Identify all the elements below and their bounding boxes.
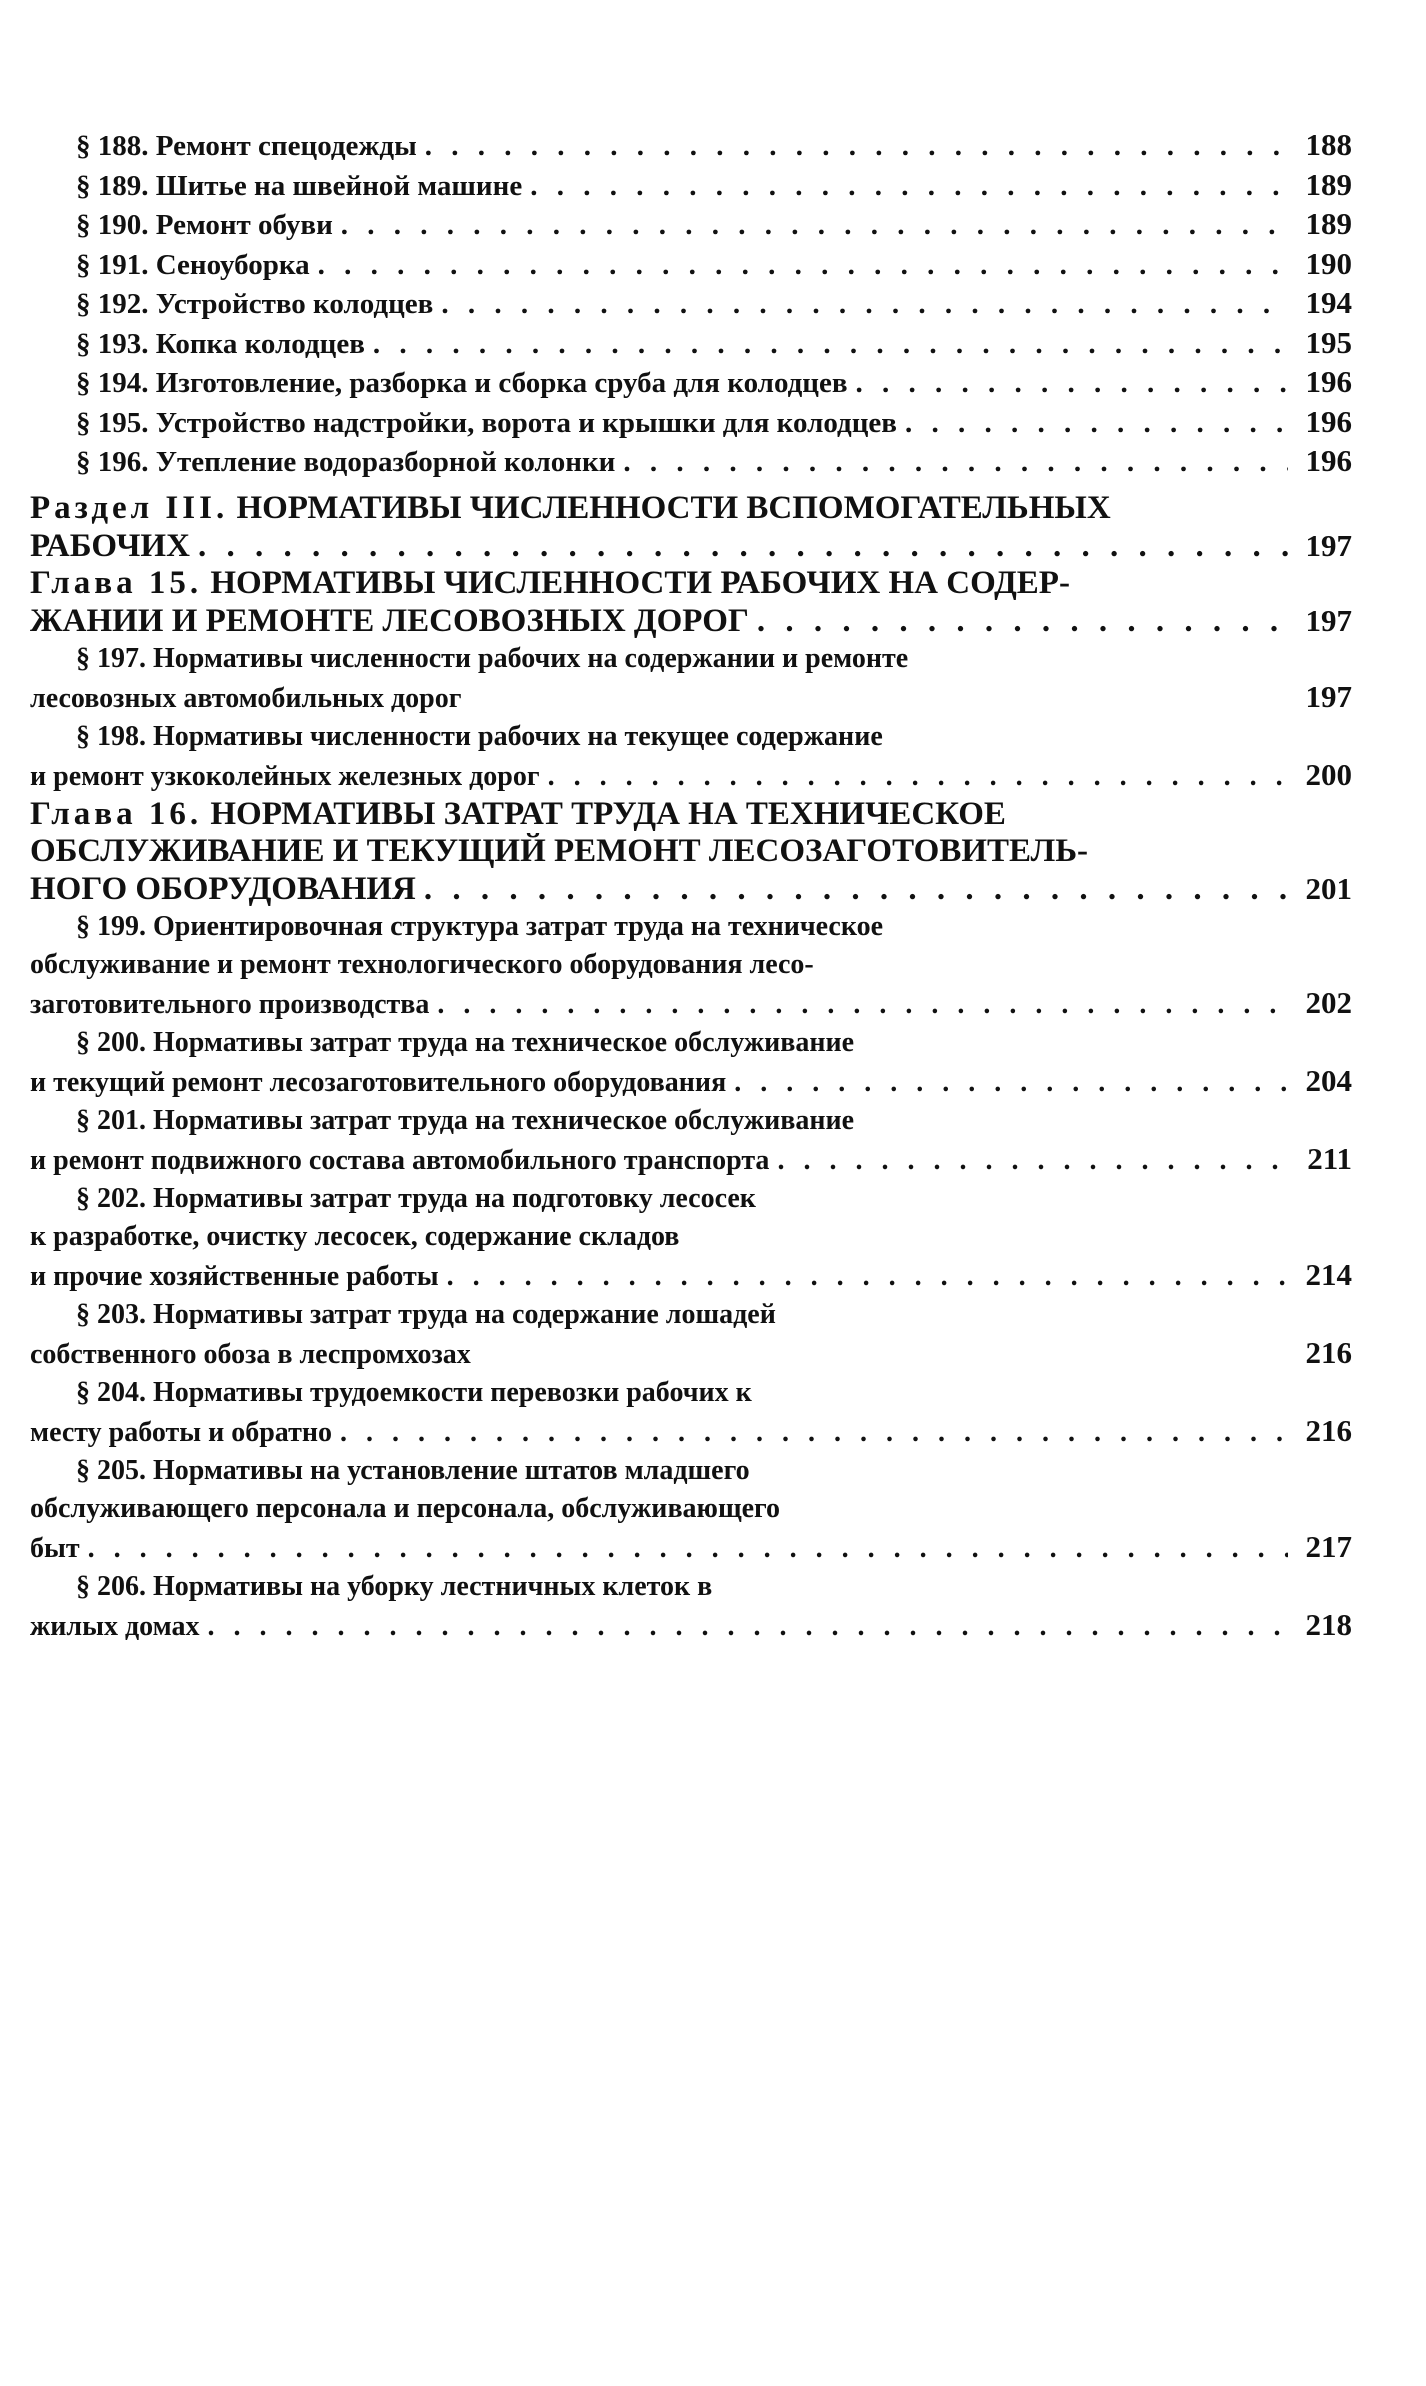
toc-entry-192 [30, 284, 1352, 324]
toc-entry-193 [30, 324, 1352, 364]
entry-title-cont: жилых домах [30, 1610, 200, 1642]
toc-line [30, 1452, 1352, 1490]
toc-entry-200 [30, 1024, 1352, 1102]
entry-title: § 191. Сеноуборка [76, 248, 310, 281]
toc-line [30, 1024, 1352, 1062]
leader-dots [437, 986, 1288, 1024]
page-number: 216 [1305, 1412, 1352, 1448]
entry-title-cont: обслуживание и ремонт технологического оборудования лесо- [30, 948, 814, 980]
entry-title: § 203. Нормативы затрат труда на содержание лошадей [76, 1298, 776, 1330]
entry-title-cont: быт [30, 1532, 80, 1564]
toc-entry-189 [30, 166, 1352, 206]
leader-dots [777, 1142, 1288, 1180]
leader-dots [424, 871, 1288, 908]
toc-line [30, 284, 1352, 324]
page-number: 190 [1305, 245, 1352, 281]
leader-dots [318, 246, 1288, 285]
toc-line [30, 527, 1352, 565]
entry-title-cont: месту работы и обратно [30, 1416, 332, 1448]
page-number: 196 [1305, 443, 1352, 478]
leader-dots [341, 206, 1288, 245]
entry-title-cont: собственного обоза в леспромхозах [30, 1338, 471, 1370]
toc-entry-196 [30, 442, 1352, 482]
leader-dots [530, 167, 1288, 206]
leader-dots [905, 404, 1288, 443]
toc-line [30, 984, 1352, 1024]
toc-line [30, 1140, 1352, 1180]
toc-line [30, 946, 1352, 984]
toc-line [30, 1490, 1352, 1528]
toc-line [30, 1218, 1352, 1256]
toc-line [30, 833, 1352, 870]
page-number: 200 [1305, 756, 1352, 792]
leader-dots [623, 443, 1288, 482]
toc-line [30, 678, 1352, 718]
page-number: 197 [1305, 678, 1352, 714]
toc-line [30, 796, 1352, 833]
toc-glava-16 [30, 796, 1352, 908]
toc-entry-194 [30, 363, 1352, 403]
toc-line [30, 1296, 1352, 1334]
toc-line [30, 602, 1352, 640]
toc-entry-206 [30, 1568, 1352, 1646]
leader-dots [548, 758, 1288, 796]
toc-line [30, 718, 1352, 756]
toc-line [30, 442, 1352, 482]
glava-title-line-1: НОРМАТИВЫ ЗАТРАТ ТРУДА НА ТЕХНИЧЕСКОЕ [210, 795, 1006, 832]
toc-line [30, 1334, 1352, 1374]
page-number: 196 [1305, 364, 1352, 399]
leader-dots [734, 1064, 1288, 1102]
page-number: 196 [1305, 403, 1352, 439]
toc-line [30, 1062, 1352, 1102]
toc-entry-199 [30, 908, 1352, 1024]
toc-line [30, 1528, 1352, 1568]
entry-title: § 202. Нормативы затрат труда на подготовку лесосек [76, 1182, 756, 1214]
toc-line [30, 205, 1352, 245]
toc-line [30, 870, 1352, 908]
entry-title-cont: к разработке, очистку лесосек, содержание складов [30, 1220, 680, 1252]
toc-entry-195 [30, 403, 1352, 443]
glava-prefix: Глава 15. [30, 564, 203, 601]
toc-line [30, 166, 1352, 206]
entry-title: § 193. Копка колодцев [76, 327, 365, 360]
toc-line [30, 126, 1352, 166]
toc-entry-204 [30, 1374, 1352, 1452]
toc-line [30, 1568, 1352, 1606]
entry-title: § 192. Устройство колодцев [76, 288, 434, 320]
leader-dots [208, 1608, 1288, 1646]
toc-entry-201 [30, 1102, 1352, 1180]
page-number: 195 [1305, 324, 1352, 360]
toc-entry-198 [30, 718, 1352, 796]
entry-title: § 204. Нормативы трудоемкости перевозки рабочих к [76, 1376, 752, 1408]
page-number: 189 [1305, 206, 1352, 241]
entry-title: § 201. Нормативы затрат труда на техническое обслуживание [76, 1104, 855, 1136]
leader-dots [757, 603, 1288, 640]
toc-line [30, 324, 1352, 364]
razdel-prefix: Раздел III. [30, 489, 229, 526]
toc-line [30, 245, 1352, 285]
toc-entry-197 [30, 640, 1352, 718]
toc-line [30, 1374, 1352, 1412]
page-number: 201 [1305, 870, 1352, 906]
page-number: 214 [1305, 1256, 1352, 1292]
toc-entry-203 [30, 1296, 1352, 1374]
toc-entry-205 [30, 1452, 1352, 1568]
toc-line [30, 565, 1352, 602]
leader-dots [340, 1414, 1288, 1452]
toc-line [30, 1412, 1352, 1452]
toc-line [30, 403, 1352, 443]
toc-razdel-3 [30, 490, 1352, 565]
toc-line [30, 640, 1352, 678]
page-number: 194 [1305, 285, 1352, 320]
toc-glava-15 [30, 565, 1352, 640]
table-of-contents [30, 126, 1352, 1646]
entry-title: § 200. Нормативы затрат труда на техническое обслуживание [76, 1026, 855, 1058]
entry-title-cont: и ремонт узкоколейных железных дорог [30, 760, 540, 792]
entry-title-cont: и ремонт подвижного состава автомобильного транспорта [30, 1144, 770, 1176]
entry-title-cont: заготовительного производства [30, 988, 430, 1020]
glava-title-line-2: ОБСЛУЖИВАНИЕ И ТЕКУЩИЙ РЕМОНТ ЛЕСОЗАГОТОВИТЕЛЬ- [30, 832, 1088, 869]
page-number: 188 [1305, 127, 1352, 162]
leader-dots [198, 528, 1288, 565]
entry-title: § 190. Ремонт обуви [76, 209, 333, 241]
entry-title: § 189. Шитье на швейной машине [76, 169, 523, 202]
entry-title: § 205. Нормативы на установление штатов младшего [76, 1454, 750, 1486]
page-number: 216 [1305, 1334, 1352, 1370]
leader-dots [856, 364, 1288, 403]
page-number: 197 [1305, 602, 1352, 638]
toc-entry-202 [30, 1180, 1352, 1296]
glava-title-line-1: НОРМАТИВЫ ЧИСЛЕННОСТИ РАБОЧИХ НА СОДЕР- [210, 564, 1070, 601]
page-number: 204 [1305, 1062, 1352, 1098]
toc-line [30, 1606, 1352, 1646]
page-number: 197 [1305, 527, 1352, 563]
toc-entry-188 [30, 126, 1352, 166]
entry-title: § 198. Нормативы численности рабочих на текущее содержание [76, 720, 883, 752]
toc-line [30, 363, 1352, 403]
leader-dots [447, 1258, 1288, 1296]
entry-title: § 196. Утепление водоразборной колонки [76, 446, 616, 478]
entry-title: § 188. Ремонт спецодежды [76, 130, 417, 162]
glava-prefix: Глава 16. [30, 795, 203, 832]
toc-entry-191 [30, 245, 1352, 285]
glava-title-line-2: ЖАНИИ И РЕМОНТЕ ЛЕСОВОЗНЫХ ДОРОГ [30, 602, 749, 639]
toc-entry-190 [30, 205, 1352, 245]
entry-title-cont: и текущий ремонт лесозаготовительного оборудования [30, 1066, 727, 1098]
entry-title: § 194. Изготовление, разборка и сборка сруба для колодцев [76, 367, 848, 399]
toc-line [30, 490, 1352, 527]
entry-title-cont: обслуживающего персонала и персонала, обслуживающего [30, 1492, 781, 1524]
page-number: 218 [1305, 1606, 1352, 1642]
leader-dots [425, 127, 1288, 166]
page-number: 202 [1305, 984, 1352, 1020]
razdel-title-line-1: НОРМАТИВЫ ЧИСЛЕННОСТИ ВСПОМОГАТЕЛЬНЫХ [236, 489, 1111, 526]
entry-title: § 199. Ориентировочная структура затрат труда на техническое [76, 910, 884, 942]
toc-line [30, 1102, 1352, 1140]
leader-dots [88, 1530, 1288, 1568]
entry-title: § 195. Устройство надстройки, ворота и крышки для колодцев [76, 406, 897, 439]
entry-title-cont: и прочие хозяйственные работы [30, 1260, 439, 1292]
toc-line [30, 1256, 1352, 1296]
toc-line [30, 908, 1352, 946]
leader-dots [441, 285, 1288, 324]
entry-title: § 206. Нормативы на уборку лестничных клеток в [76, 1570, 713, 1602]
page-number: 189 [1305, 166, 1352, 202]
page-number: 217 [1305, 1528, 1352, 1564]
page-number: 211 [1307, 1140, 1352, 1176]
glava-title-line-3: НОГО ОБОРУДОВАНИЯ [30, 870, 416, 907]
toc-line [30, 1180, 1352, 1218]
entry-title: § 197. Нормативы численности рабочих на содержании и ремонте [76, 642, 909, 674]
razdel-title-line-2: РАБОЧИХ [30, 527, 190, 564]
entry-title-cont: лесовозных автомобильных дорог [30, 682, 462, 714]
leader-dots [373, 325, 1288, 364]
toc-line [30, 756, 1352, 796]
